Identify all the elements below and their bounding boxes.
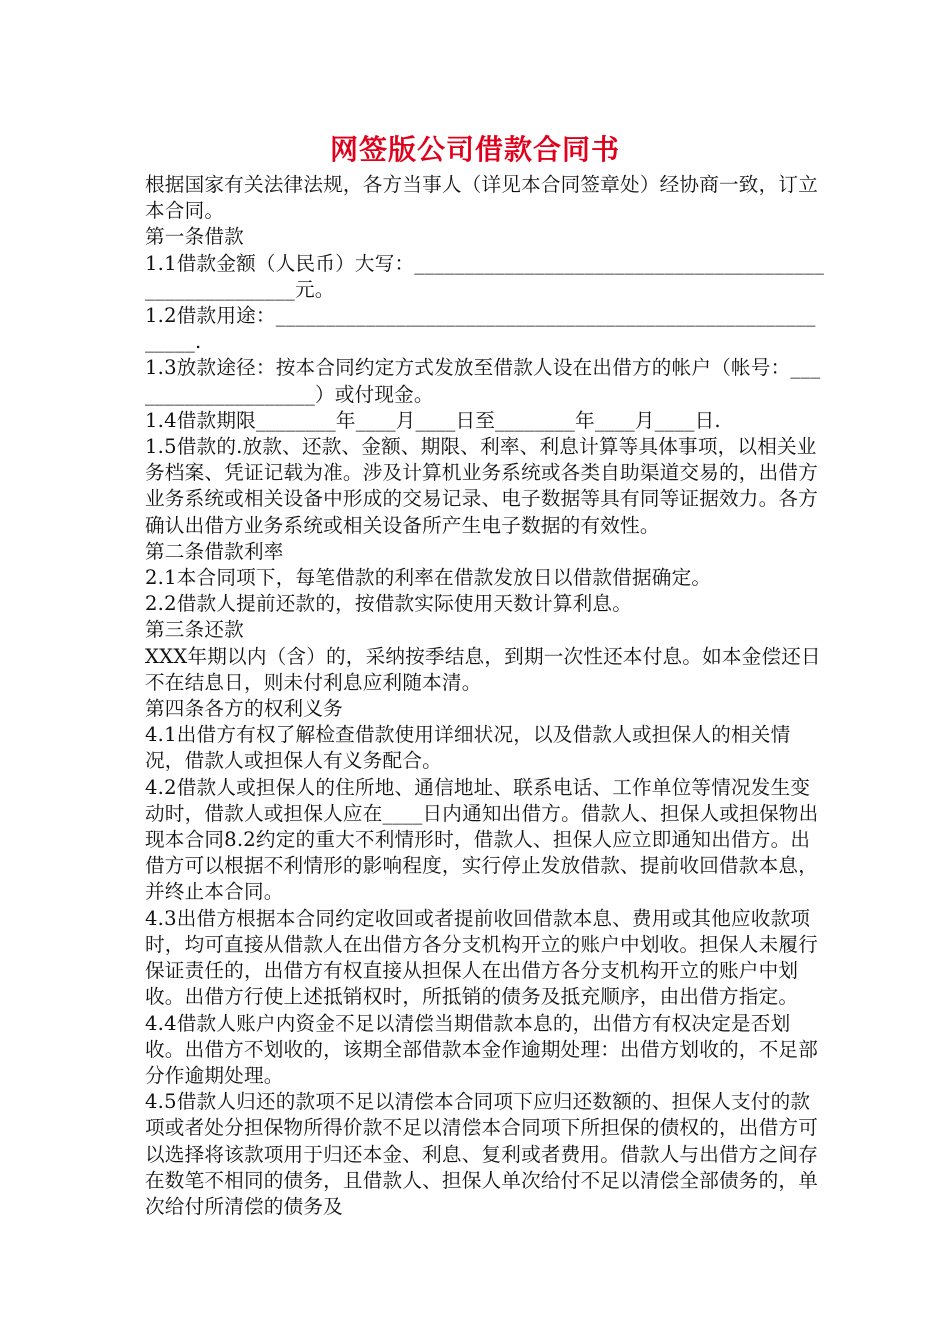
section-heading: 第四条各方的权利义务 — [145, 697, 343, 721]
paragraph: 1.1借款金额（人民币）大写：________________________________________________________元。 — [145, 251, 825, 301]
document-title: 网签版公司借款合同书 — [329, 133, 620, 166]
section-heading: 第三条还款 — [145, 618, 244, 642]
paragraph: 1.4借款期限________年____月____日至________年____月____日. — [145, 408, 721, 432]
paragraph: XXX年期以内（含）的，采纳按季结息，到期一次性还本付息。如本金偿还日不在结息日，则未付利息应利随本清。 — [145, 644, 821, 694]
section-heading: 第一条借款 — [145, 225, 244, 249]
document-body — [145, 172, 825, 1220]
paragraph: 2.1本合同项下，每笔借款的利率在借款发放日以借款借据确定。 — [145, 566, 712, 590]
paragraph: 4.5借款人归还的款项不足以清偿本合同项下应归还数额的、担保人支付的款项或者处分担保物所得价款不足以清偿本合同项下所担保的债权的，出借方可以选择将该款项用于归还本金、利息、复利或者费用。借款人与出借方之间存在数笔不相同的债务，且借款人、担保人单次给付不足以清偿全部债务的，单次给付所清偿的债务及 — [145, 1090, 818, 1218]
paragraph: 1.3放款途径：按本合同约定方式发放至借款人设在出借方的帐户（帐号：____________________）或付现金。 — [145, 356, 821, 406]
paragraph: 2.2借款人提前还款的，按借款实际使用天数计算利息。 — [145, 592, 633, 616]
paragraph: 4.1出借方有权了解检查借款使用详细状况，以及借款人或担保人的相关情况，借款人或担保人有义务配合。 — [145, 723, 791, 773]
paragraph: 1.5借款的.放款、还款、金额、期限、利率、利息计算等具体事项，以相关业务档案、凭证记载为准。涉及计算机业务系统或各类自助渠道交易的，出借方业务系统或相关设备中形成的交易记录、电子数据等具有同等证据效力。各方确认出借方业务系统或相关设备所产生电子数据的有效性。 — [145, 435, 818, 537]
paragraph: 4.3出借方根据本合同约定收回或者提前收回借款本息、费用或其他应收款项时，均可直接从借款人在出借方各分支机构开立的账户中划收。担保人未履行保证责任的，出借方有权直接从担保人在出借方各分支机构开立的账户中划收。出借方行使上述抵销权时，所抵销的债务及抵充顺序，由出借方指定。 — [145, 906, 818, 1009]
paragraph: 4.2借款人或担保人的住所地、通信地址、联系电话、工作单位等情况发生变动时，借款人或担保人应在____日内通知出借方。借款人、担保人或担保物出现本合同8.2约定的重大不利情形时，借款人、担保人应立即通知出借方。出借方可以根据不利情形的影响程度，实行停止发放借款、提前收回借款本息，并终止本合同。 — [145, 775, 819, 904]
paragraph: 4.4借款人账户内资金不足以清偿当期借款本息的，出借方有权决定是否划收。出借方不划收的，该期全部借款本金作逾期处理：出借方划收的，不足部分作逾期处理。 — [145, 1011, 818, 1087]
paragraph: 根据国家有关法律法规，各方当事人（详见本合同签章处）经协商一致，订立本合同。 — [145, 173, 818, 223]
paragraph: 1.2借款用途：___________________________________________________________. — [145, 304, 816, 354]
section-heading: 第二条借款利率 — [145, 539, 284, 563]
